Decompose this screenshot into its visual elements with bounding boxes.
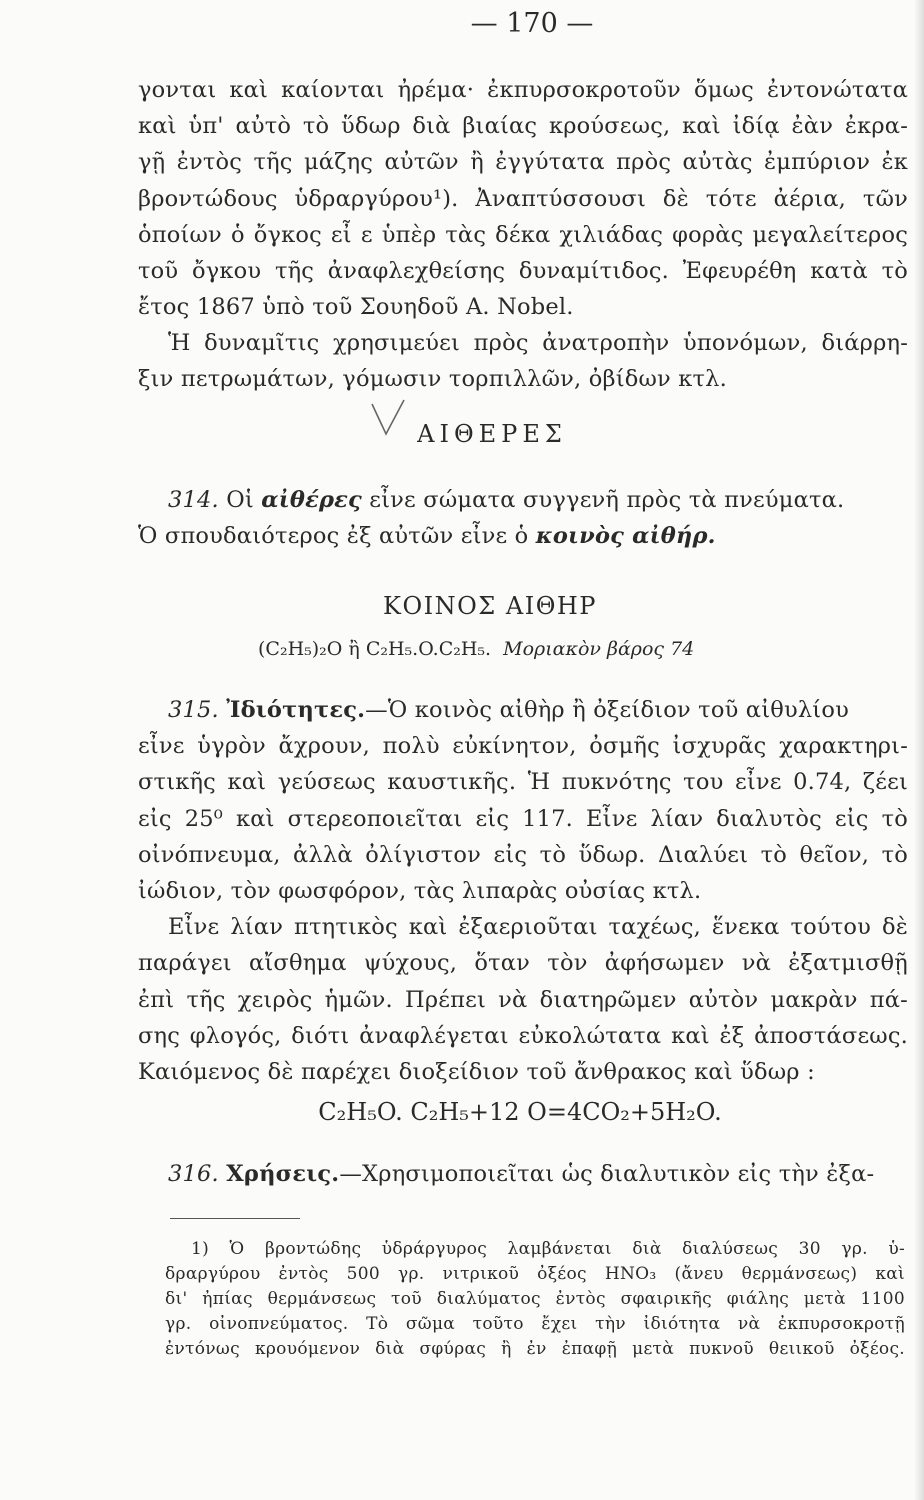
text-line (138, 692, 908, 728)
paragraph-315 (138, 692, 908, 1090)
paragraph-314 (138, 482, 908, 554)
molecular-weight: Μοριακὸν βάρος 74 (503, 638, 695, 660)
text-line: εἶνε ὑγρὸν ἄχρουν, πολὺ εὐκίνητον, ὀσμῆς ἰσχυρᾶς χαρακτηρι- (138, 733, 908, 760)
text-line: στικῆς καὶ γεύσεως καυστικῆς. Ἡ πυκνότης του εἶνε 0.74, ζέει (138, 769, 908, 796)
text-line: τοῦ ὄγκου τῆς ἀναφλεχθείσης δυναμίτιδος. Ἐφευρέθη κατὰ τὸ (138, 258, 908, 285)
footnote-line: δι' ἠπίας θερμάνσεως τοῦ διαλύματος ἐντὸς σφαιρικῆς φιάλης μετὰ 1100 (165, 1289, 905, 1309)
section-title: Χρήσεις. (226, 1161, 340, 1187)
scan-edge (914, 0, 924, 1500)
text-line: καὶ ὑπ' αὐτὸ τὸ ὕδωρ διὰ βιαίας κρούσεως, καὶ ἰδίᾳ ἐὰν ἐκρα- (138, 113, 908, 140)
footnote (165, 1237, 905, 1362)
text-line: γῇ ἐντὸς τῆς μάζης αὐτῶν ἢ ἐγγύτατα πρὸς αὐτὰς ἐμπύριον ἐκ (138, 149, 908, 176)
text-span: Οἱ (226, 487, 262, 513)
text-line (138, 482, 908, 518)
text-line: γονται καὶ καίονται ἠρέμα· ἐκπυρσοκροτοῦν ὅμως ἐντονώτατα (138, 77, 908, 103)
section-number: 315. (168, 697, 219, 723)
section-title: Ἰδιότητες. (226, 697, 366, 723)
footnote-line: δραργύρου ἐντὸς 500 γρ. νιτρικοῦ ὀξέος HNO₃ (ἄνευ θερμάνσεως) καὶ (165, 1264, 905, 1284)
footnote-line: ἐντόνως κρουόμενον διὰ σφύρας ἢ ἐν ἐπαφῇ μετὰ πυκνοῦ θειικοῦ ὀξέος. (165, 1339, 905, 1359)
text-line: οἰνόπνευμα, ἀλλὰ ὀλίγιστον εἰς τὸ ὕδωρ. Διαλύει τὸ θεῖον, τὸ (138, 841, 908, 868)
text-line: παράγει αἴσθημα ψύχους, ὅταν τὸν ἀφήσωμεν νὰ ἐξατμισθῇ (138, 950, 908, 977)
text-span: —Ὁ κοινὸς αἰθὴρ ἢ ὀξείδιον τοῦ αἰθυλίου (365, 697, 849, 723)
text-line (138, 1156, 908, 1192)
text-line: Ἡ δυναμῖτις χρησιμεύει πρὸς ἀνατροπὴν ὑπονόμων, διάρρη- (168, 330, 908, 356)
footnote-line: γρ. οἰνοπνεύματος. Τὸ σῶμα τοῦτο ἔχει τὴν ἰδιότητα νὰ ἐκπυρσοκροτῇ (165, 1314, 905, 1334)
text-line: ὁποίων ὁ ὄγκος εἶ ε ὑπὲρ τὰς δέκα χιλιάδας φορὰς μεγαλείτερος (138, 221, 908, 248)
text-line: ἐπὶ τῆς χειρὸς ἡμῶν. Πρέπει νὰ διατηρῶμεν αὐτὸν μακρὰν πά- (138, 986, 908, 1013)
paragraph-316 (138, 1156, 908, 1192)
footnote-line: 1) Ὁ βροντώδης ὑδράργυρος λαμβάνεται διὰ διαλύσεως 30 γρ. ὑ- (191, 1239, 905, 1259)
page-number: — 170 — (470, 8, 594, 39)
text-line: βροντώδους ὑδραργύρου¹). Ἀναπτύσσουσι δὲ τότε ἀέρια, τῶν (138, 185, 908, 212)
text-line: ἔτος 1867 ὑπὸ τοῦ Σουηδοῦ A. Nobel. (138, 294, 574, 321)
text-line: Εἶνε λίαν πτητικὸς καὶ ἐξαεριοῦται ταχέως, ἕνεκα τούτου δὲ (168, 914, 908, 941)
text-line: εἰς 25⁰ καὶ στερεοποιεῖται εἰς 117. Εἶνε λίαν διαλυτὸς εἰς τὸ (138, 805, 908, 832)
subheading-common-ether: ΚΟΙΝΟΣ ΑΙΘΗΡ (383, 592, 597, 620)
footnote-rule (170, 1218, 300, 1219)
text-line (138, 518, 908, 554)
term-common-ether: κοινὸς αἰθήρ. (535, 523, 716, 550)
text-line: ξιν πετρωμάτων, γόμωσιν τορπιλλῶν, ὀβίδων κτλ. (138, 366, 727, 393)
combustion-equation: C₂H₅O. C₂H₅+12 O=4CO₂+5H₂O. (318, 1098, 722, 1126)
paragraph-dynamite-uses (138, 325, 908, 397)
text-line: Καιόμενος δὲ παρέχει διοξείδιον τοῦ ἄνθρακος καὶ ὕδωρ : (138, 1059, 815, 1086)
text-span: —Χρησιμοποιεῖται ὡς διαλυτικὸν εἰς τὴν ἐξα- (339, 1161, 875, 1187)
section-number: 316. (168, 1161, 219, 1187)
text-span: εἶνε σώματα συγγενῆ πρὸς τὰ πνεύματα. (361, 487, 845, 513)
text-line: ἰώδιον, τὸν φωσφόρον, τὰς λιπαρὰς οὐσίας κτλ. (138, 878, 702, 905)
text-line: σης φλογός, διότι ἀναφλέγεται εὐκολώτατα καὶ ἐξ ἀποστάσεως. (138, 1022, 908, 1049)
molecular-formula: (C₂H₅)₂O ἢ C₂H₅.O.C₂H₅. (258, 638, 492, 660)
paragraph-dynamite (138, 72, 908, 325)
section-heading: ΑΙΘΕΡΕΣ (417, 420, 567, 448)
text-span: Ὁ σπουδαιότερος ἐξ αὐτῶν εἶνε ὁ (138, 523, 536, 550)
formula-line (258, 638, 694, 660)
term-ethers: αἰθέρες (261, 487, 362, 513)
section-number: 314. (168, 487, 219, 513)
